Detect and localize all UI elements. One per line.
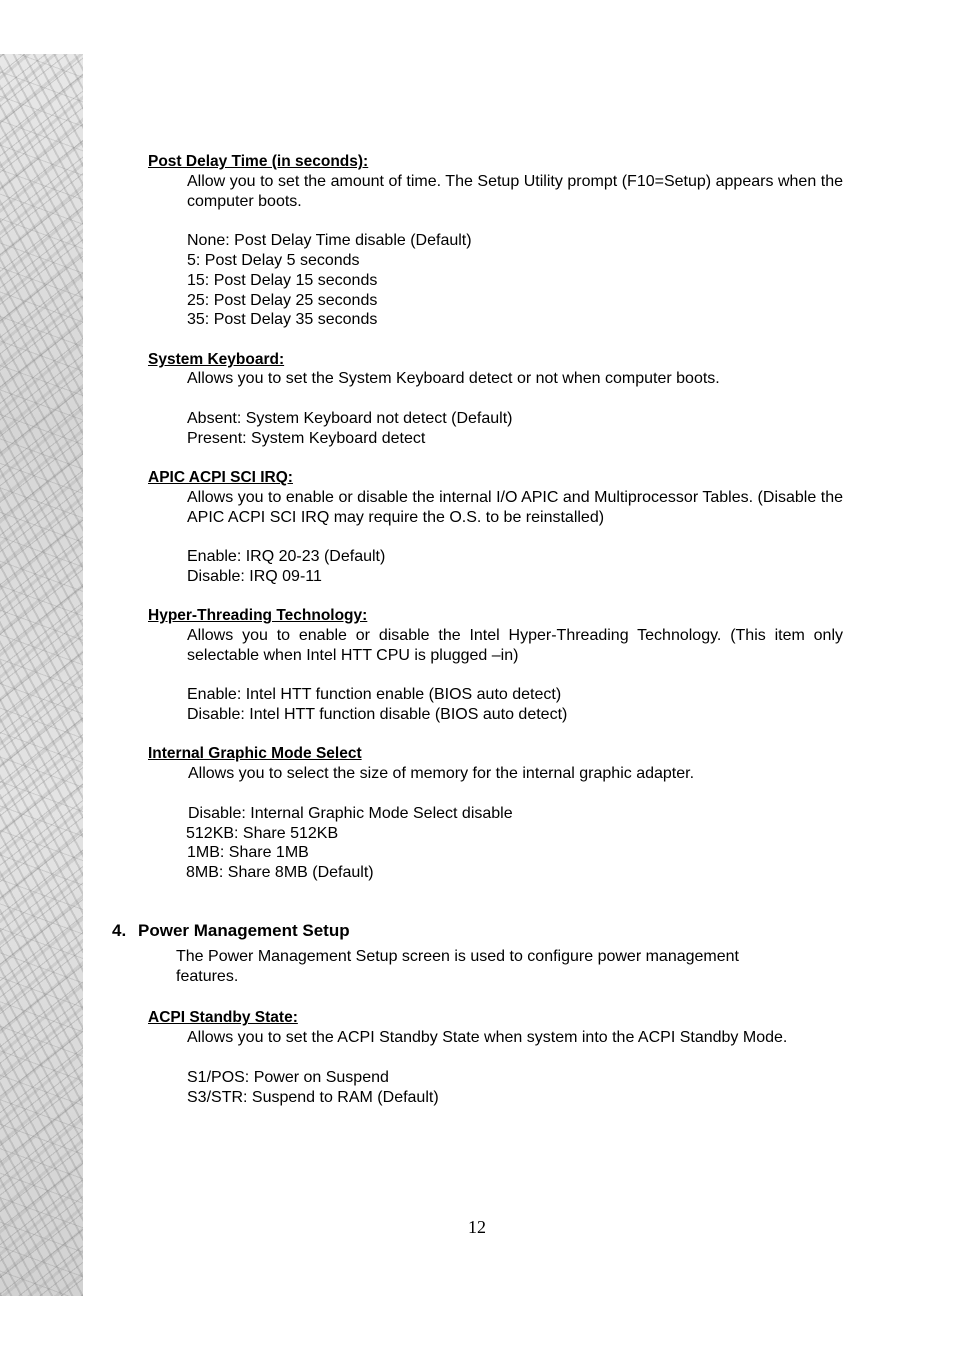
section-title-hyper-threading: Hyper-Threading Technology: (148, 607, 368, 624)
option-line: 35: Post Delay 35 seconds (187, 311, 378, 328)
option-line: Enable: IRQ 20-23 (Default) (187, 548, 386, 565)
option-line: Present: System Keyboard detect (187, 430, 426, 447)
option-line: Absent: System Keyboard not detect (Default) (187, 410, 513, 427)
section-title-acpi-standby: ACPI Standby State: (148, 1009, 298, 1026)
section-description-apic: Allows you to enable or disable the internal I/O APIC and Multiprocessor Tables. (Disable the APIC ACPI SCI IRQ may require the O.S. to be reinstalled) (187, 489, 843, 526)
chapter-intro-line-2: features. (176, 968, 239, 985)
section-title-system-keyboard: System Keyboard: (148, 351, 285, 368)
option-line: 512KB: Share 512KB (186, 825, 339, 842)
section-description-hyper-threading: Allows you to enable or disable the Intel Hyper-Threading Technology. (This item only selectable when Intel HTT CPU is plugged –in) (187, 627, 843, 664)
section-title-post-delay: Post Delay Time (in seconds): (148, 153, 369, 170)
option-line: Enable: Intel HTT function enable (BIOS auto detect) (187, 686, 562, 703)
chapter-heading (112, 920, 350, 942)
chapter-title: Power Management Setup (138, 921, 350, 940)
section-title-graphic-mode: Internal Graphic Mode Select (148, 745, 362, 762)
option-line: 15: Post Delay 15 seconds (187, 272, 378, 289)
chapter-intro-line-1: The Power Management Setup screen is used to configure power management (176, 948, 739, 965)
option-line: 8MB: Share 8MB (Default) (186, 864, 374, 881)
marble-side-border (0, 54, 83, 1296)
option-line: S3/STR: Suspend to RAM (Default) (187, 1089, 439, 1106)
option-line: None: Post Delay Time disable (Default) (187, 232, 472, 249)
option-line: Disable: Intel HTT function disable (BIOS auto detect) (187, 706, 568, 723)
section-title-apic: APIC ACPI SCI IRQ: (148, 469, 293, 486)
section-description-graphic-mode: Allows you to select the size of memory for the internal graphic adapter. (188, 765, 695, 782)
option-line: 25: Post Delay 25 seconds (187, 292, 378, 309)
section-description-post-delay: Allow you to set the amount of time. The Setup Utility prompt (F10=Setup) appears when the computer boots. (187, 173, 843, 210)
option-line: 1MB: Share 1MB (187, 844, 309, 861)
option-line: Disable: Internal Graphic Mode Select disable (188, 805, 513, 822)
section-description-system-keyboard: Allows you to set the System Keyboard detect or not when computer boots. (187, 370, 720, 387)
section-description-acpi-standby: Allows you to set the ACPI Standby State when system into the ACPI Standby Mode. (187, 1029, 788, 1046)
page-number: 12 (468, 1217, 486, 1237)
chapter-number: 4. (112, 921, 127, 940)
option-line: S1/POS: Power on Suspend (187, 1069, 389, 1086)
option-line: Disable: IRQ 09-11 (187, 568, 322, 585)
option-line: 5: Post Delay 5 seconds (187, 252, 360, 269)
